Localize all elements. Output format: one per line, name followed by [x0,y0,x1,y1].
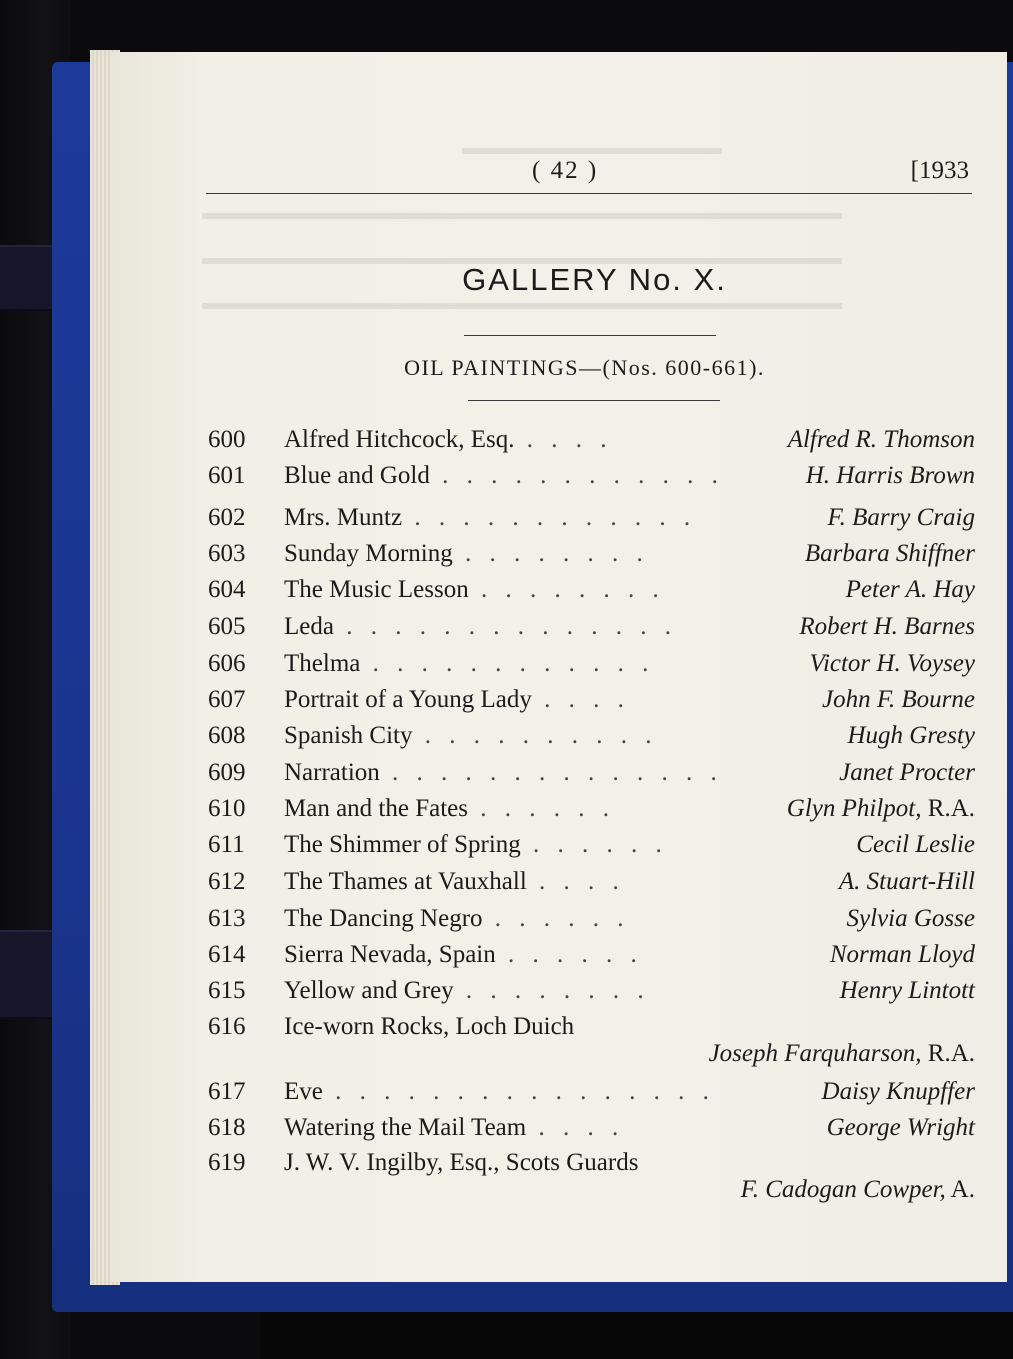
entry-number: 608 [208,722,246,749]
entry-artist: John F. Bourne [822,686,975,713]
entry-artist: Alfred R. Thomson [787,426,975,453]
list-item [112,977,1007,1011]
entry-number: 616 [208,1013,246,1040]
list-item [112,795,1007,829]
leader-dots: . . . . . . [482,905,630,932]
leader-dots: . . . . . . . . . . . . [402,504,697,531]
leader-dots: . . . . [526,1114,625,1141]
entry-artist: Barbara Shiffner [804,540,975,567]
list-item [112,831,1007,865]
leader-dots: . . . . . . . . . . . . . . . . [322,1078,715,1105]
leader-dots: . . . . . . . . . . . . [429,462,724,489]
leader-dots: . . . . . . . . . . . . [360,650,655,677]
entry-number: 615 [208,977,246,1004]
entry-title: Eve [284,1078,323,1105]
leader-dots: . . . . . . . . . . . . . . [379,759,723,786]
entry-artist: Glyn Philpot, [786,795,922,822]
entry-number: 614 [208,941,246,968]
entry-title: Leda [284,613,334,640]
entry-title: Sunday Morning [284,540,453,567]
entry-title: Watering the Mail Team [284,1114,527,1141]
entry-number: 618 [208,1114,246,1141]
section-heading: OIL PAINTINGS—(Nos. 600-661). [404,355,765,380]
entry-title: Man and the Fates [284,795,468,822]
leader-dots: . . . . . . . . [468,576,665,603]
list-item [112,426,1007,460]
show-through: ▬▬▬▬▬▬▬▬▬▬▬▬▬ [462,137,722,159]
entry-title: Blue and Gold [284,462,430,489]
entry-artist: Norman Lloyd [829,941,975,968]
entry-number: 601 [208,462,246,489]
entry-number: 617 [208,1078,246,1105]
entry-title: Ice-worn Rocks, Loch Duich [284,1013,575,1040]
entry-artist: Sylvia Gosse [846,905,975,932]
entry-artist: Janet Procter [839,759,975,786]
leader-dots: . . . . [531,686,630,713]
catalogue-list [112,52,1007,1282]
list-item [112,650,1007,684]
leader-dots: . . . . [514,426,613,453]
bottom-shadow [260,1312,1013,1359]
entry-artist: A. Stuart-Hill [838,868,975,895]
entry-title: Sierra Nevada, Spain [284,941,496,968]
list-item [112,941,1007,975]
entry-artist: Victor H. Voysey [809,650,975,677]
entry-number: 605 [208,613,246,640]
entry-title: Portrait of a Young Lady [284,686,532,713]
list-item [112,540,1007,574]
entry-title: Narration [284,759,380,786]
gallery-title: GALLERY No. X. [462,262,727,297]
entry-number: 612 [208,868,246,895]
entry-artist: Peter A. Hay [845,576,975,603]
entry-artist: Robert H. Barnes [799,613,975,640]
entry-number: 604 [208,576,246,603]
entry-title: The Shimmer of Spring [284,831,521,858]
entry-artist: F. Cadogan Cowper, [740,1176,946,1203]
list-item [112,504,1007,538]
list-item [112,462,1007,496]
entry-title: Spanish City [284,722,413,749]
entry-artist: Cecil Leslie [856,831,975,858]
entry-title: The Dancing Negro [284,905,483,932]
entry-artist-suffix: R.A. [921,795,975,822]
entry-title: Alfred Hitchcock, Esq. [284,426,515,453]
entry-title: The Music Lesson [284,576,469,603]
entry-artist: Daisy Knupffer [821,1078,975,1105]
entry-title: Yellow and Grey [284,977,454,1004]
leader-dots: . . . . [526,868,625,895]
entry-title: Thelma [284,650,361,677]
entry-number: 602 [208,504,246,531]
list-item [112,759,1007,793]
entry-number: 611 [208,831,245,858]
leader-dots: . . . . . . . . [453,977,650,1004]
entry-artist: Hugh Gresty [847,722,975,749]
list-item [112,1114,1007,1148]
leader-dots: . . . . . . . . . . . . . . [333,613,677,640]
entry-artist: F. Barry Craig [827,504,975,531]
year-label: [1933 [910,157,969,184]
leader-dots: . . . . . . [495,941,643,968]
entry-artist-suffix: A. [945,1176,975,1203]
show-through: ▬▬▬▬▬▬▬▬▬▬▬▬▬▬▬▬▬▬▬▬▬▬▬▬▬▬▬▬▬▬▬▬ [202,292,842,314]
entry-number: 610 [208,795,246,822]
page-number: ( 42 ) [532,157,599,184]
entry-artist: H. Harris Brown [805,462,975,489]
entry-number: 607 [208,686,246,713]
book-page [112,52,1007,1282]
entry-artist: Joseph Farquharson, [708,1040,922,1067]
entry-artist: Henry Lintott [839,977,975,1004]
list-item-artist-line [112,1176,1007,1210]
leader-dots: . . . . . . [467,795,615,822]
show-through: ▬▬▬▬▬▬▬▬▬▬▬▬▬▬▬▬▬▬▬▬▬▬▬▬▬▬▬▬▬▬▬▬ [202,247,842,269]
list-item [112,576,1007,610]
list-item [112,722,1007,756]
list-item [112,1078,1007,1112]
list-item [112,686,1007,720]
list-item [112,613,1007,647]
entry-title: Mrs. Muntz [284,504,403,531]
entry-title: J. W. V. Ingilby, Esq., Scots Guards [284,1149,639,1176]
leader-dots: . . . . . . [520,831,668,858]
list-item-artist-line [112,1040,1007,1074]
entry-number: 619 [208,1149,246,1176]
entry-number: 603 [208,540,246,567]
entry-title: The Thames at Vauxhall [284,868,527,895]
entry-artist: George Wright [826,1114,975,1141]
entry-number: 600 [208,426,246,453]
entry-artist-suffix: R.A. [921,1040,975,1067]
entry-number: 606 [208,650,246,677]
leader-dots: . . . . . . . . . . [412,722,658,749]
list-item [112,868,1007,902]
leader-dots: . . . . . . . . [452,540,649,567]
entry-number: 613 [208,905,246,932]
list-item [112,905,1007,939]
show-through: ▬▬▬▬▬▬▬▬▬▬▬▬▬▬▬▬▬▬▬▬▬▬▬▬▬▬▬▬▬▬▬▬ [202,202,842,224]
entry-number: 609 [208,759,246,786]
